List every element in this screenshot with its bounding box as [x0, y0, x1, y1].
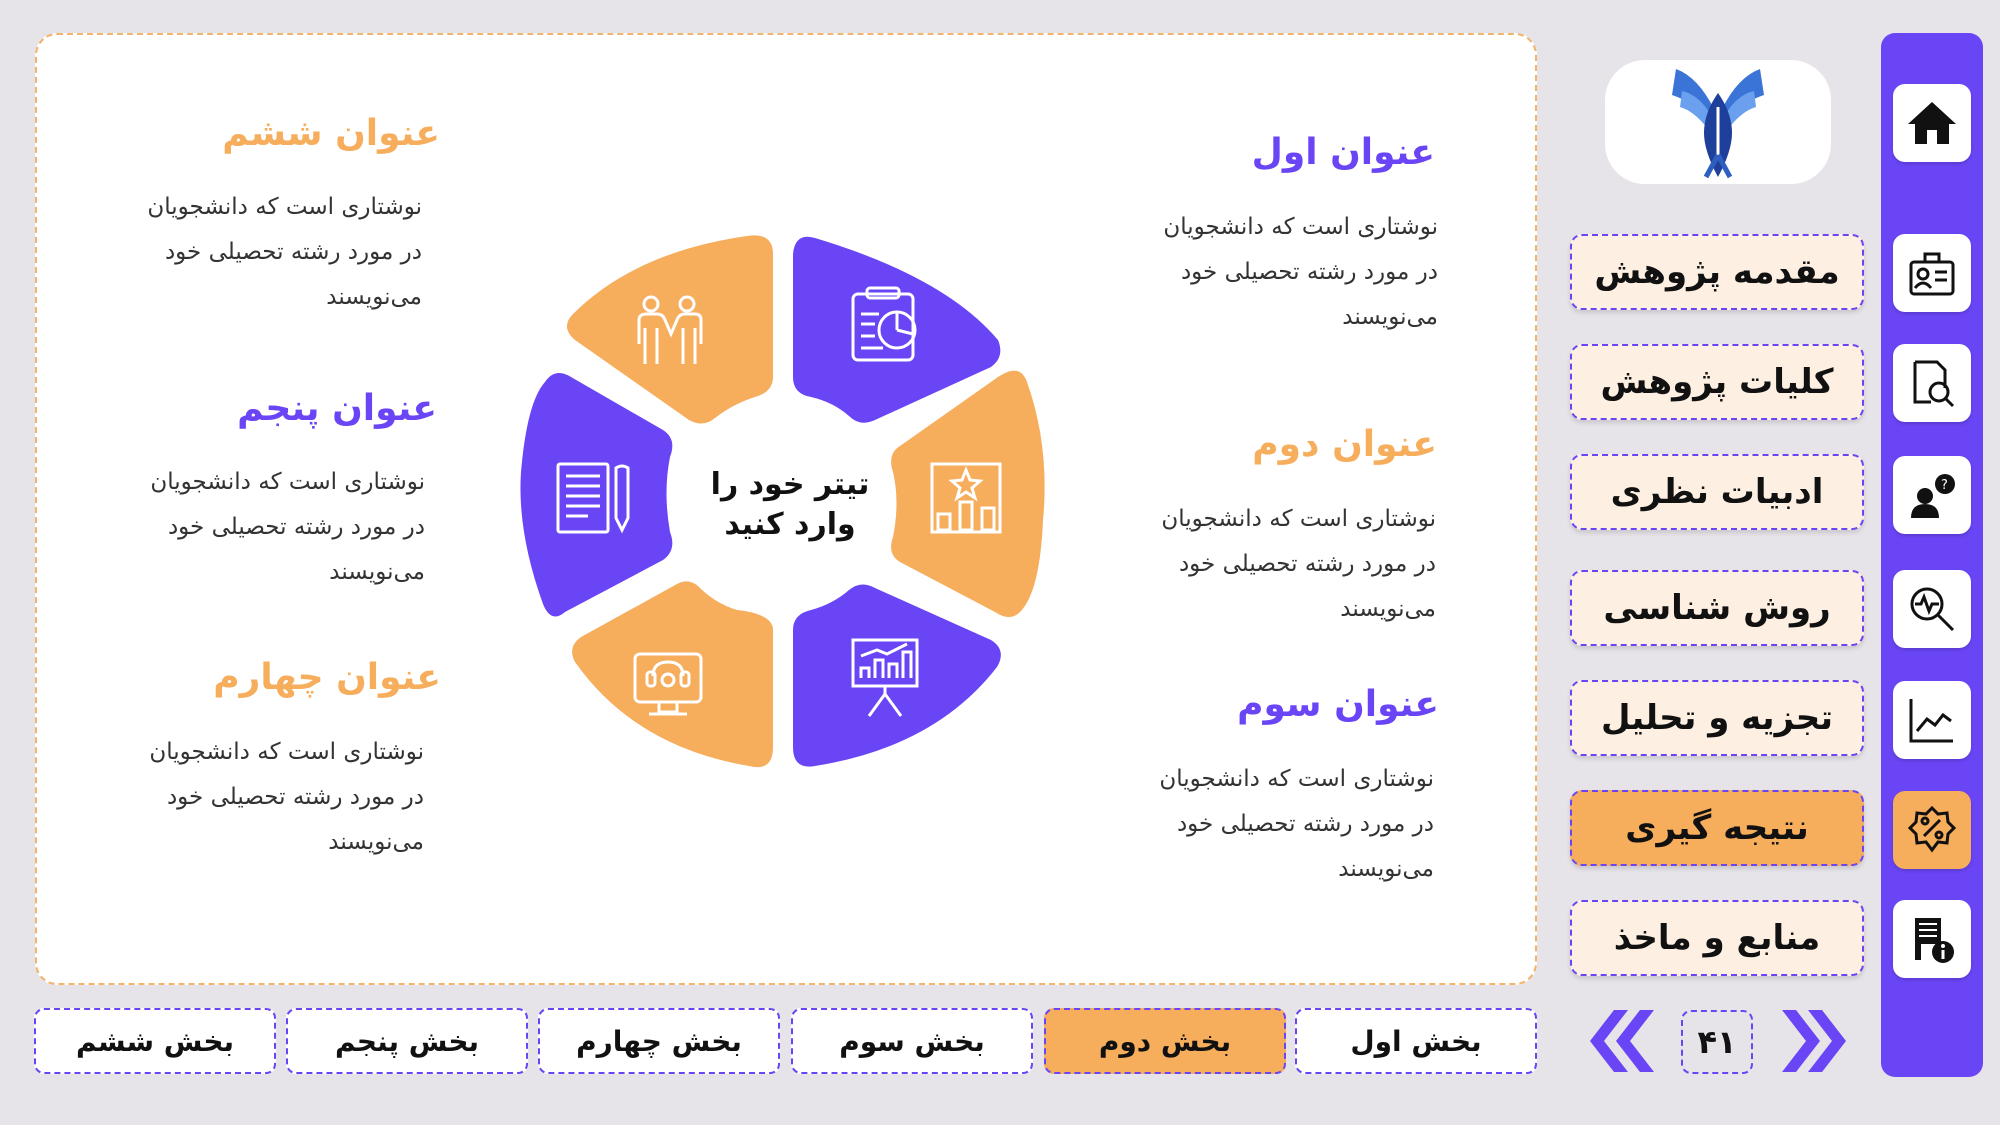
- document-info-icon: [1907, 914, 1957, 964]
- center-title[interactable]: تیتر خود را وارد کنید: [710, 467, 870, 542]
- tab-part-4[interactable]: بخش چهارم: [538, 1008, 780, 1074]
- section-title-4: عنوان چهارم: [213, 657, 441, 698]
- tab-part-5[interactable]: بخش پنجم: [286, 1008, 528, 1074]
- section-title-1: عنوان اول: [1251, 132, 1435, 173]
- university-emblem: [1668, 63, 1768, 181]
- home-icon: [1906, 100, 1958, 146]
- section-title-3: عنوان سوم: [1237, 684, 1439, 725]
- section-title-6: عنوان ششم: [222, 113, 440, 154]
- magnifier-pulse-icon: [1907, 584, 1957, 634]
- nav-icon-button-5[interactable]: [1893, 681, 1971, 759]
- tab-part-1[interactable]: بخش اول: [1295, 1008, 1537, 1074]
- section-body-5: نوشتاری است که دانشجویان در مورد رشته تحصیلی خود می‌نویسند: [150, 469, 425, 585]
- user-question-icon: [1907, 470, 1957, 520]
- section-body-1: نوشتاری است که دانشجویان در مورد رشته تحصیلی خود می‌نویسند: [1163, 214, 1438, 330]
- svg-text:?: ?: [1941, 478, 1948, 493]
- section-body-6: نوشتاری است که دانشجویان در مورد رشته تحصیلی خود می‌نویسند: [147, 194, 422, 310]
- menu-button-intro[interactable]: مقدمه پژوهش: [1570, 234, 1864, 310]
- id-card-icon: [1907, 248, 1957, 298]
- percent-badge-icon: [1907, 805, 1957, 855]
- nav-icon-button-3[interactable]: [1893, 456, 1971, 534]
- section-body-2: نوشتاری است که دانشجویان در مورد رشته تحصیلی خود می‌نویسند: [1161, 506, 1436, 622]
- page-number: ۴۱: [1681, 1010, 1753, 1074]
- next-page-button[interactable]: [1780, 1008, 1852, 1074]
- section-body-3: نوشتاری است که دانشجویان در مورد رشته تحصیلی خود می‌نویسند: [1159, 766, 1434, 882]
- menu-button-methodology[interactable]: روش شناسی: [1570, 570, 1864, 646]
- prev-page-button[interactable]: [1584, 1008, 1656, 1074]
- tab-part-6[interactable]: بخش ششم: [34, 1008, 276, 1074]
- menu-button-overview[interactable]: کلیات پژوهش: [1570, 344, 1864, 420]
- nav-icon-button-2[interactable]: [1893, 344, 1971, 422]
- menu-button-conclusion[interactable]: نتیجه گیری: [1570, 790, 1864, 866]
- nav-icon-button-7[interactable]: [1893, 900, 1971, 978]
- double-chevron-left-icon: [1590, 1010, 1654, 1072]
- home-button[interactable]: [1893, 84, 1971, 162]
- nav-icon-button-6[interactable]: [1893, 791, 1971, 869]
- nav-icon-button-1[interactable]: [1893, 234, 1971, 312]
- line-chart-icon: [1907, 695, 1957, 745]
- section-title-2: عنوان دوم: [1252, 424, 1437, 465]
- section-title-5: عنوان پنجم: [237, 388, 437, 429]
- tab-part-3[interactable]: بخش سوم: [791, 1008, 1033, 1074]
- document-search-icon: [1907, 358, 1957, 408]
- university-logo: [1605, 60, 1831, 184]
- tab-part-2[interactable]: بخش دوم: [1044, 1008, 1286, 1074]
- section-body-4: نوشتاری است که دانشجویان در مورد رشته تحصیلی خود می‌نویسند: [149, 739, 424, 855]
- menu-button-analysis[interactable]: تجزیه و تحلیل: [1570, 680, 1864, 756]
- menu-button-references[interactable]: منابع و ماخذ: [1570, 900, 1864, 976]
- menu-button-literature[interactable]: ادبیات نظری: [1570, 454, 1864, 530]
- double-chevron-right-icon: [1782, 1010, 1846, 1072]
- nav-icon-button-4[interactable]: [1893, 570, 1971, 648]
